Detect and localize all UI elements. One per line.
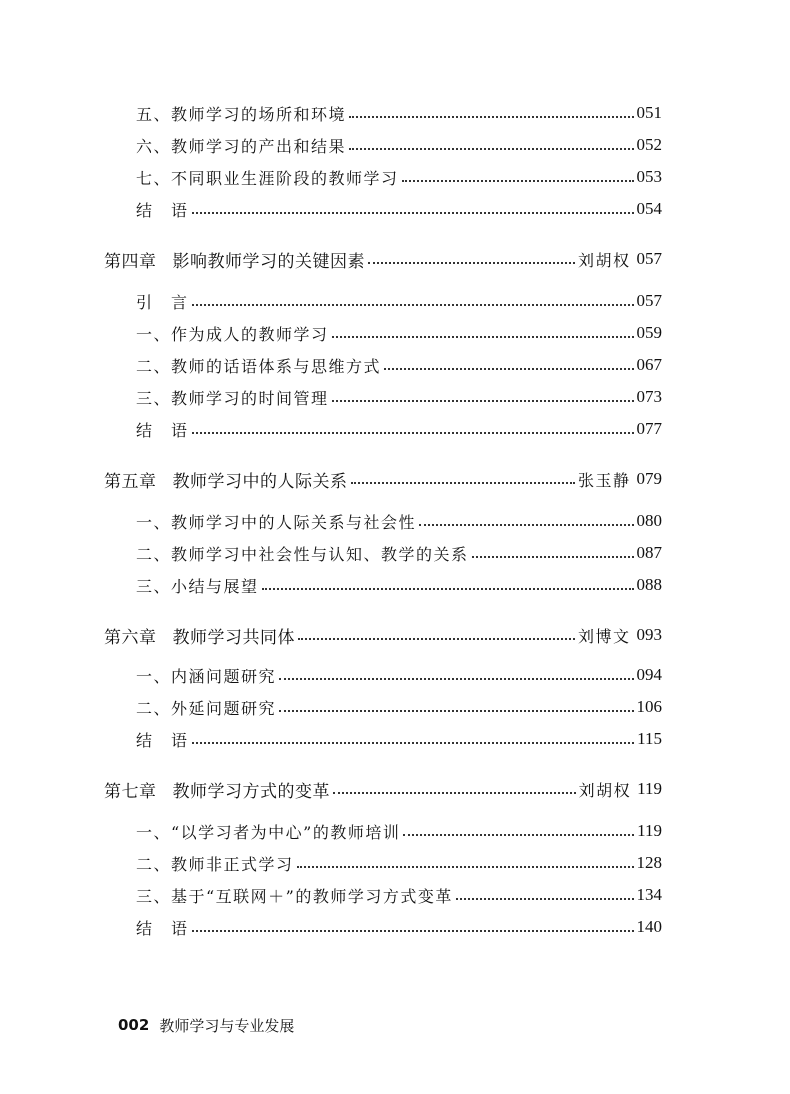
chapter-label: 第六章	[104, 627, 157, 648]
toc-entry-page: 054	[636, 199, 662, 218]
toc-entry-page: 106	[636, 697, 662, 716]
dot-leader	[279, 678, 633, 680]
dot-leader	[332, 400, 634, 402]
toc-chapter[interactable]	[104, 620, 662, 650]
toc-entry-page: 119	[637, 821, 662, 840]
toc-entry-page: 088	[636, 575, 662, 594]
toc-entry[interactable]	[136, 162, 662, 192]
toc-entry[interactable]	[136, 570, 662, 600]
chapter-title: 教师学习中的人际关系	[172, 471, 348, 492]
toc-entry[interactable]	[136, 350, 662, 380]
chapter-page: 079	[636, 469, 662, 488]
toc-entry-page: 077	[636, 419, 662, 438]
dot-leader	[192, 432, 634, 434]
dot-leader	[192, 212, 634, 214]
dot-leader	[351, 482, 575, 484]
toc-entry[interactable]	[136, 98, 662, 128]
toc-entry-title: 二、教师学习中社会性与认知、教学的关系	[136, 544, 469, 564]
toc-entry-title: 引 言	[136, 292, 189, 312]
toc-entry[interactable]	[136, 318, 662, 348]
toc-entry-page: 051	[636, 103, 662, 122]
dot-leader	[332, 336, 634, 338]
chapter-title: 影响教师学习的关键因素	[172, 251, 365, 272]
chapter-label: 第四章	[104, 251, 157, 272]
toc-entry-title: 三、基于“互联网＋”的教师学习方式变革	[136, 886, 453, 906]
toc-entry[interactable]	[136, 382, 662, 412]
toc-entry-title: 二、教师非正式学习	[136, 854, 294, 874]
chapter-page: 057	[636, 249, 662, 268]
chapter-label: 第七章	[104, 781, 157, 802]
dot-leader	[192, 742, 635, 744]
dot-leader	[192, 930, 634, 932]
toc-entry-title: 一、“以学习者为中心”的教师培训	[136, 822, 401, 842]
dot-leader	[368, 262, 575, 264]
toc-entry-title: 七、不同职业生涯阶段的教师学习	[136, 168, 399, 188]
toc-entry[interactable]	[136, 848, 662, 878]
toc-entry[interactable]	[136, 692, 662, 722]
toc-entry-page: 094	[636, 665, 662, 684]
dot-leader	[192, 304, 634, 306]
toc-entry-title: 结 语	[136, 200, 189, 220]
toc-entry-page: 080	[636, 511, 662, 530]
toc-entry-title: 二、教师的话语体系与思维方式	[136, 356, 382, 376]
dot-leader	[472, 556, 634, 558]
chapter-author: 刘胡权	[577, 250, 631, 270]
toc-entry-page: 134	[636, 885, 662, 904]
toc-entry-page: 140	[636, 917, 662, 936]
dot-leader	[297, 866, 634, 868]
toc-entry[interactable]	[136, 880, 662, 910]
dot-leader	[456, 898, 634, 900]
toc-entry[interactable]	[136, 724, 662, 754]
toc-entry-title: 一、作为成人的教师学习	[136, 324, 329, 344]
toc-entry[interactable]	[136, 660, 662, 690]
toc-chapter[interactable]	[104, 774, 662, 804]
toc-entry-page: 053	[636, 167, 662, 186]
toc-entry-title: 三、教师学习的时间管理	[136, 388, 329, 408]
chapter-page: 119	[637, 779, 662, 798]
toc-entry-page: 067	[636, 355, 662, 374]
dot-leader	[349, 148, 633, 150]
toc-entry[interactable]	[136, 506, 662, 536]
toc-chapter[interactable]	[104, 464, 662, 494]
toc-entry-title: 六、教师学习的产出和结果	[136, 136, 347, 156]
dot-leader	[298, 638, 575, 640]
dot-leader	[403, 834, 634, 836]
toc-entry-page: 057	[636, 291, 662, 310]
dot-leader	[402, 180, 634, 182]
chapter-author: 刘博文	[577, 626, 631, 646]
chapter-title: 教师学习方式的变革	[172, 781, 330, 802]
toc-entry-page: 128	[636, 853, 662, 872]
chapter-title: 教师学习共同体	[172, 627, 295, 648]
toc-entry-title: 三、小结与展望	[136, 576, 259, 596]
toc-entry-page: 059	[636, 323, 662, 342]
toc-entry-title: 结 语	[136, 730, 189, 750]
toc-entry-title: 结 语	[136, 420, 189, 440]
toc-entry-title: 一、内涵问题研究	[136, 666, 277, 686]
toc-entry-page: 087	[636, 543, 662, 562]
toc-entry-page: 073	[636, 387, 662, 406]
toc-entry[interactable]	[136, 816, 662, 846]
footer-page-number: 002	[118, 1016, 150, 1034]
dot-leader	[349, 116, 633, 118]
toc-entry-page: 115	[637, 729, 662, 748]
dot-leader	[419, 524, 633, 526]
chapter-label: 第五章	[104, 471, 157, 492]
dot-leader	[333, 792, 576, 794]
toc-entry-title: 二、外延问题研究	[136, 698, 277, 718]
toc-entry-page: 052	[636, 135, 662, 154]
page-footer	[118, 1012, 294, 1038]
footer-book-title: 教师学习与专业发展	[159, 1016, 295, 1035]
toc-entry[interactable]	[136, 286, 662, 316]
chapter-page: 093	[636, 625, 662, 644]
toc-entry[interactable]	[136, 538, 662, 568]
toc-entry-title: 一、教师学习中的人际关系与社会性	[136, 512, 417, 532]
chapter-author: 张玉静	[577, 470, 631, 490]
dot-leader	[262, 588, 634, 590]
toc-entry[interactable]	[136, 414, 662, 444]
toc-entry-title: 结 语	[136, 918, 189, 938]
dot-leader	[384, 368, 633, 370]
toc-chapter[interactable]	[104, 244, 662, 274]
toc-entry[interactable]	[136, 912, 662, 942]
toc-entry[interactable]	[136, 130, 662, 160]
toc-entry-title: 五、教师学习的场所和环境	[136, 104, 347, 124]
chapter-author: 刘胡权	[578, 780, 632, 800]
dot-leader	[279, 710, 633, 712]
toc-entry[interactable]	[136, 194, 662, 224]
